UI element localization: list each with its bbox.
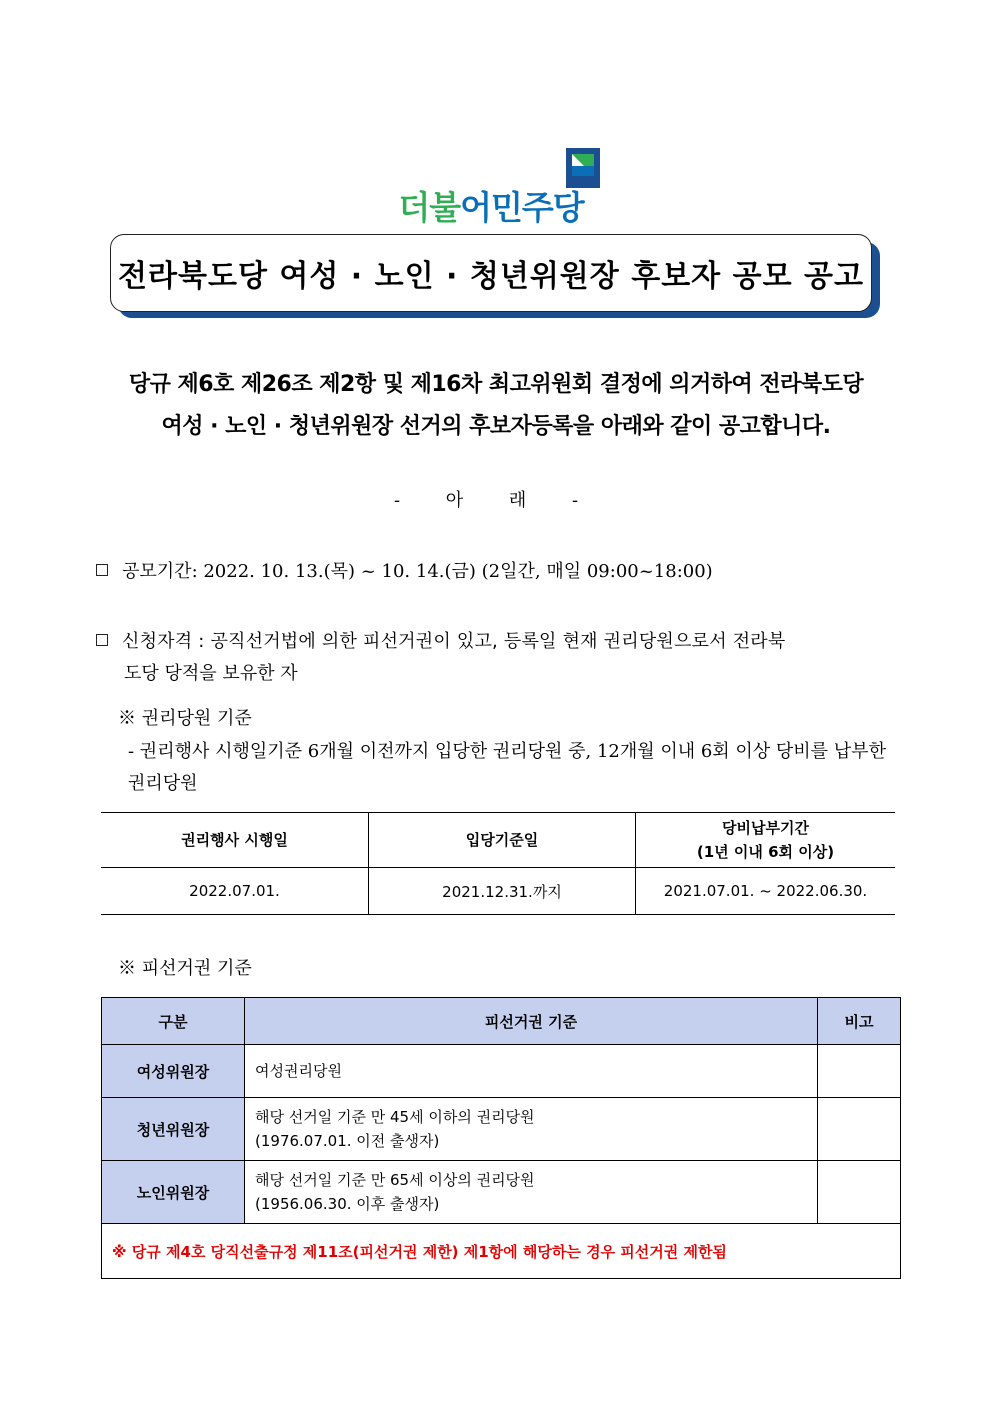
criteria-line: (1976.07.01. 이전 출생자) bbox=[255, 1132, 440, 1150]
table-row bbox=[102, 1098, 901, 1161]
table-row bbox=[102, 1161, 901, 1224]
category-cell: 청년위원장 bbox=[102, 1098, 245, 1161]
eligibility-footnote: ※ 당규 제4호 당직선출규정 제11조(피선거권 제한) 제1항에 해당하는 경우 피선거권 제한됨 bbox=[102, 1224, 901, 1279]
criteria-line: 해당 선거일 기준 만 65세 이상의 권리당원 bbox=[255, 1171, 535, 1189]
criteria-line: 여성권리당원 bbox=[255, 1062, 342, 1080]
qualification-item bbox=[96, 626, 896, 690]
member-note-desc: - 권리행사 시행일기준 6개월 이전까지 입당한 권리당원 중, 12개월 이내 6회 이상 당비를 납부한 권리당원 bbox=[128, 741, 886, 794]
criteria-cell bbox=[245, 1045, 818, 1098]
note-cell bbox=[818, 1045, 901, 1098]
category-cell: 여성위원장 bbox=[102, 1045, 245, 1098]
logo-text-part1: 더불 bbox=[398, 188, 461, 227]
eligibility-table bbox=[101, 997, 901, 1279]
qualification-line-2: 도당 당적을 보유한 자 bbox=[124, 663, 298, 684]
table-header bbox=[636, 813, 896, 868]
table-header-line: 당비납부기간 bbox=[722, 819, 809, 837]
intro-line-1: 당규 제6호 제26조 제2항 및 제16차 최고위원회 결정에 의거하여 전라북도당 bbox=[128, 372, 864, 397]
eligibility-note-title: ※ 피선거권 기준 bbox=[118, 958, 252, 979]
criteria-cell bbox=[245, 1098, 818, 1161]
party-logo-text bbox=[391, 186, 591, 230]
table-cell: 2021.12.31.까지 bbox=[369, 868, 636, 915]
intro-paragraph bbox=[60, 364, 932, 448]
table-header: 피선거권 기준 bbox=[245, 998, 818, 1045]
criteria-line: (1956.06.30. 이후 출생자) bbox=[255, 1195, 440, 1213]
note-cell bbox=[818, 1161, 901, 1224]
table-header: 입당기준일 bbox=[369, 813, 636, 868]
table-cell: 2022.07.01. bbox=[101, 868, 369, 915]
category-cell: 노인위원장 bbox=[102, 1161, 245, 1224]
table-header: 권리행사 시행일 bbox=[101, 813, 369, 868]
member-criteria-table bbox=[101, 812, 895, 915]
below-label: - 아 래 - bbox=[393, 490, 599, 511]
table-header: 비고 bbox=[818, 998, 901, 1045]
note-cell bbox=[818, 1098, 901, 1161]
logo-text-part2: 어민주당 bbox=[460, 188, 584, 227]
criteria-cell bbox=[245, 1161, 818, 1224]
square-bullet-icon bbox=[96, 634, 108, 646]
square-bullet-icon bbox=[96, 564, 108, 576]
table-cell: 2021.07.01. ~ 2022.06.30. bbox=[636, 868, 896, 915]
period-label: 공모기간 bbox=[122, 561, 192, 582]
period-value: : 2022. 10. 13.(목) ~ 10. 14.(금) (2일간, 매일 09:00~18:00) bbox=[191, 561, 713, 582]
qualification-line-1: 신청자격 : 공직선거법에 의한 피선거권이 있고, 등록일 현재 권리당원으로서 전라북 bbox=[122, 631, 786, 652]
member-note-title: ※ 권리당원 기준 bbox=[118, 708, 252, 729]
table-header: 구분 bbox=[102, 998, 245, 1045]
period-item bbox=[96, 556, 713, 588]
criteria-line: 해당 선거일 기준 만 45세 이하의 권리당원 bbox=[255, 1108, 535, 1126]
party-flag-icon bbox=[566, 148, 600, 188]
table-row bbox=[102, 1045, 901, 1098]
page-title: 전라북도당 여성 · 노인 · 청년위원장 후보자 공모 공고 bbox=[110, 234, 872, 312]
intro-line-2: 여성 · 노인 · 청년위원장 선거의 후보자등록을 아래와 같이 공고합니다. bbox=[161, 414, 831, 439]
table-header-line: (1년 이내 6회 이상) bbox=[696, 843, 835, 861]
table-row bbox=[101, 868, 895, 915]
